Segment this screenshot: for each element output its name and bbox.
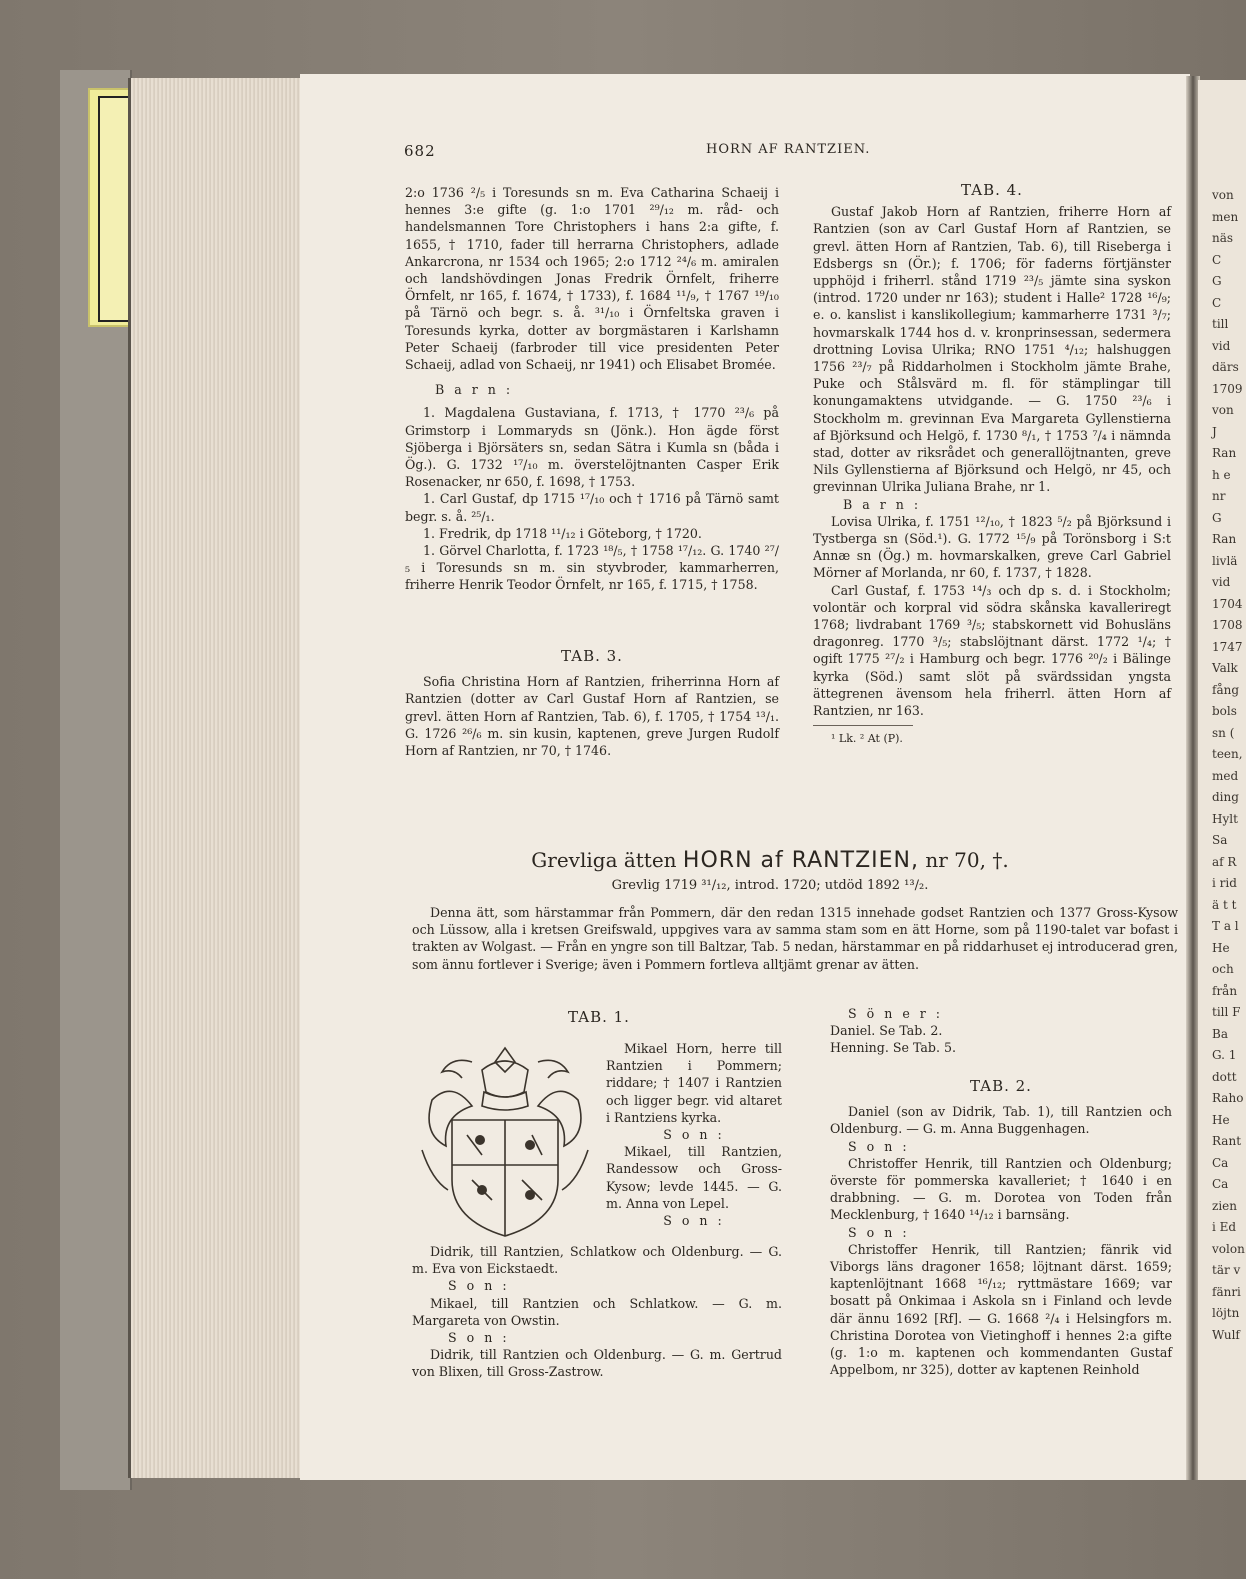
title-prefix: Grevliga ätten [531,848,677,872]
right-page-text-fragment: G [1212,510,1222,525]
son-label: S o n : [848,1224,910,1240]
right-page-text-fragment: Sa [1212,833,1228,847]
right-page-text-fragment: Ca [1212,1155,1229,1170]
tab1-soner [830,1005,1170,1057]
coat-of-arms-image [412,1040,598,1240]
right-page-fragment [1198,80,1246,1480]
henning-ref: Henning. Se Tab. 5. [830,1040,956,1056]
right-page-text-fragment: Raho [1212,1091,1244,1105]
child-entry: 1. Carl Gustaf, dp 1715 ¹⁷/₁₀ och † 1716 på Tärnö samt begr. s. å. ²⁵/₁. [405,491,779,524]
right-page-text-fragment: G. 1 [1212,1048,1237,1062]
didrik-entry: Didrik, till Rantzien, Schlatkow och Oldenburg. — G. m. Eva von Eickstaedt. [412,1244,782,1277]
left-column-top [405,184,779,594]
footnote-rule [813,725,913,726]
right-page-text-fragment: i Ed [1212,1220,1237,1234]
tab1-heading: TAB. 1. [568,1008,630,1026]
page-number: 682 [404,142,436,160]
tab2-daniel: Daniel (son av Didrik, Tab. 1), till Rantzien och Oldenburg. — G. m. Anna Buggenhagen. [830,1104,1172,1137]
right-page-text-fragment: sn ( [1212,725,1235,740]
right-page-text-fragment: löjtn [1212,1306,1240,1320]
right-page-text-fragment: He [1212,940,1230,955]
child-entry: 1. Fredrik, dp 1718 ¹¹/₁₂ i Göteborg, † 1720. [423,525,702,541]
right-page-text-fragment: bols [1212,704,1237,718]
section-intro [412,904,1178,973]
tab1-mikael [606,1040,782,1229]
right-page-text-fragment: teen, [1212,747,1243,761]
right-page-text-fragment: 1747 [1212,639,1243,654]
right-page-text-fragment: Wulf [1212,1327,1240,1342]
tab4-heading: TAB. 4. [961,181,1023,199]
right-page-text-fragment: h e [1212,467,1231,482]
family-name: HORN af RANTZIEN, [682,848,919,873]
child-entry: 1. Magdalena Gustaviana, f. 1713, † 1770 ²³/₆ på Grimstorp i Lommaryds sn (Jönk.). Hon ägde först Sjöberga i Björsäters sn, sedan Sätra i Kumla sn (båda i Ög.). G. 1732 ¹⁷/₁₀ m. överstelöjtnanten Casper Erik Rosenacker, nr 650, f. 1698, † 1753. [405,405,779,490]
intro-text: Denna ätt, som härstammar från Pommern, där den redan 1315 innehade godset Rantzien och 1377 Gross-Kysow och Lüssow, alla i kretsen Greifswald, uppgives vara av samma stam som en ätt Horne, som på 1190-talet var bofast i trakten av Wolgast. — Från en yngre son till Baltzar, Tab. 5 nedan, härstammar en på riddarhuset ej introducerad gren, som ännu fortlever i Sverige; även i Pommern fortleva alltjämt grenar av ätten. [412,905,1179,972]
right-page-text-fragment: vid [1212,575,1231,589]
son-label: S o n : [663,1127,725,1143]
right-page-text-fragment: 1709 [1212,381,1243,396]
right-page-text-fragment: därs [1212,360,1239,374]
section-title [420,848,1120,873]
right-page-text-fragment: med [1212,768,1239,783]
right-page-text-fragment: J [1212,424,1217,439]
right-page-text-fragment: i rid [1212,876,1237,890]
right-page-text-fragment: 1708 [1212,618,1243,632]
mikael-entry: Mikael Horn, herre till Rantzien i Pommern; riddare; † 1407 i Rantzien och ligger begr. vid altaret i Rantziens kyrka. [606,1041,782,1125]
right-page-text-fragment: G [1212,274,1222,288]
right-page-text-fragment: till [1212,317,1229,331]
barn-label: B a r n : [435,382,514,398]
tab4-text: Gustaf Jakob Horn af Rantzien, friherre Horn af Rantzien (son av Carl Gustaf Horn af Rantzien, se grevl. ätten Horn af Rantzien, Tab. 6), till Riseberga i Edsbergs sn (Ör.); f. 1706; för faderns förtjänster upphöjd i friherrl. stånd 1719 ²³/₅ jämte sina syskon (introd. 1720 under nr 163); student i Halle² 1728 ¹⁶/₉; e. o. kanslist i kanslikollegium; kammarherre 1731 ³/₇; hovmarskalk 1744 hos d. v. kronprinsessan, sedermera drottning Lovisa Ulrika; RNO 1751 ⁴/₁₂; halshuggen 1756 ²³/₇ på Riddarholmen i Stockholm jämte Brahe, Puke och Stålsvärd m. fl. för stämplingar till konungamaktens utvidgande. — G. 1750 ²³/₆ i Stockholm m. grevinnan Eva Margareta Gyllenstierna af Björksund och Helgö, f. 1730 ⁸/₁, † 1753 ⁷/₄ i nämnda stad, dotter av riksrådet och generallöjtnanten, greve Nils Gyllenstierna af Björksund och Helgö, nr 45, och grevinnan Ulrika Juliana Brahe, nr 1. [813,204,1171,495]
tab3-heading: TAB. 3. [561,647,623,665]
right-page-text-fragment: fång [1212,682,1240,697]
right-page-text-fragment: Ca [1212,1177,1229,1191]
right-page-text-fragment: Valk [1212,661,1238,675]
right-page-text-fragment: från [1212,983,1238,998]
right-page-text-fragment: von [1212,188,1234,202]
footnotes: ¹ Lk. ² At (P). [831,732,903,746]
right-page-text-fragment: von [1212,403,1234,417]
right-page-text-fragment: och [1212,962,1234,976]
child-entry: Lovisa Ulrika, f. 1751 ¹²/₁₀, † 1823 ⁵/₂ på Björksund i Tystberga sn (Söd.¹). G. 1772 ¹⁵/₉ på Torönsborg i S:t Annæ sn (Ög.) m. hovmarskalken, greve Carl Gabriel Mörner af Morlanda, nr 60, f. 1737, † 1828. [813,513,1171,581]
right-page-text-fragment: nr [1212,489,1226,503]
right-page-text-fragment: T a l [1212,919,1239,933]
right-page-text-fragment: näs [1212,231,1234,245]
running-head: HORN AF RANTZIEN. [706,142,871,157]
daniel-ref: Daniel. Se Tab. 2. [830,1023,943,1039]
right-page-text-fragment: livlä [1212,553,1238,568]
soner-label: S ö n e r : [848,1006,944,1021]
tab1-lineage [412,1243,782,1381]
didrik2-entry: Didrik, till Rantzien och Oldenburg. — G. m. Gertrud von Blixen, till Gross-Zastrow. [412,1347,782,1380]
right-page-text-fragment: fänri [1212,1284,1241,1299]
paragraph: 2:o 1736 ²/₅ i Toresunds sn m. Eva Catharina Schaeij i hennes 3:e gifte (g. 1:o 1701 ²⁹/₁₂ m. råd- och handelsmannen Tore Christophers i hans 2:a gifte, f. 1655, † 1710, fader till herrarna Christophers, adlade Ankarcrona, nr 1534 och 1965; 2:o 1712 ²⁴/₆ m. amiralen och landshövdingen Jonas Fredrik Örnfelt, friherre Örnfelt, nr 165, f. 1674, † 1733), f. 1684 ¹¹/₉, † 1767 ¹⁹/₁₀ på Tärnö och begr. s. å. ³¹/₁₀ i Örnfeltska graven i Toresunds kyrka, dotter av borgmästaren i Karlshamn Peter Schaeij (farbroder till vice presidenten Peter Schaeij, adlad von Schaeij, nr 1941) och Elisabet Bromée. [405,185,779,373]
mikael3-entry: Mikael, till Rantzien och Schlatkow. — G. m. Margareta von Owstin. [412,1295,782,1328]
right-page-text-fragment: tär v [1212,1263,1241,1277]
section-subtitle: Grevlig 1719 ³¹/₁₂, introd. 1720; utdöd 1892 ¹³/₂. [611,878,929,893]
title-suffix: nr 70, †. [925,848,1009,872]
right-page-text-fragment: C [1212,295,1222,310]
right-page-text-fragment: volon [1212,1241,1245,1256]
tab3-block [405,648,779,759]
tab2-christoffer2: Christoffer Henrik, till Rantzien; fänrik vid Viborgs läns dragoner 1658; löjtnant därst. 1659; kaptenlöjtnant 1668 ¹⁶/₁₂; ryttmästare 1669; var bosatt på Onkimaa i Askola sn i Finland och levde där ännu 1692 [Rf]. — G. 1668 ²/₄ i Helsingfors m. Christina Dorotea von Vietinghoff i hennes 2:a gifte (g. 1:o m. kaptenen och kommendanten Gustaf Appelbom, nr 325), dotter av kaptenen Reinhold [830,1241,1172,1378]
barn-label: B a r n : [843,496,922,512]
right-page-text-fragment: C [1212,252,1222,267]
right-page-text-fragment: vid [1212,338,1231,353]
tab4-block [813,182,1171,748]
tab3-text: Sofia Christina Horn af Rantzien, friherrinna Horn af Rantzien (dotter av Carl Gustaf Horn af Rantzien, se grevl. ätten Horn af Rantzien, Tab. 6), f. 1705, † 1754 ¹³/₁. G. 1726 ²⁶/₆ m. sin kusin, kaptenen, greve Jurgen Rudolf Horn af Rantzien, nr 70, † 1746. [405,674,779,759]
son-label: S o n : [663,1213,725,1229]
right-page-text-fragment: Rant [1212,1134,1242,1148]
right-page-text-fragment: men [1212,209,1239,224]
right-page-text-fragment: ä t t [1212,897,1237,912]
tab2-block [830,1078,1172,1378]
son-label: S o n : [448,1278,510,1294]
right-page-text-fragment: Ran [1212,532,1237,546]
right-page-text-fragment: Ba [1212,1026,1228,1041]
child-entry: 1. Görvel Charlotta, f. 1723 ¹⁸/₅, † 1758 ¹⁷/₁₂. G. 1740 ²⁷/₅ i Toresunds sn m. sin styvbroder, kammarherren, friherre Henrik Teodor Örnfelt, nr 165, f. 1715, † 1758. [405,543,779,593]
page-edges [128,78,303,1478]
right-page-text-fragment: af R [1212,854,1237,869]
right-page-text-fragment: He [1212,1112,1230,1127]
right-page-text-fragment: till F [1212,1005,1241,1019]
right-page-text-fragment: Ran [1212,446,1237,460]
child-entry: Carl Gustaf, f. 1753 ¹⁴/₃ och dp s. d. i Stockholm; volontär och korpral vid södra skånska kavalleriregt 1768; livdrabant 1769 ³/₅; stabskornett vid Bohusläns dragonreg. 1770 ³/₅; stabslöjtnant därst. 1772 ¹/₄; † ogift 1775 ²⁷/₂ i Hamburg och begr. 1776 ²⁰/₂ i Bälinge kyrka (Söd.) samt slöt på svärdssidan yngsta ättegrenen ävensom hela friherrl. ätten Horn af Rantzien, nr 163. [813,582,1171,719]
son-label: S o n : [448,1330,510,1346]
right-page-text-fragment: Hylt [1212,811,1238,826]
right-page-text-fragment: zien [1212,1198,1237,1213]
right-page-text-fragment: 1704 [1212,596,1243,611]
son-label: S o n : [848,1138,910,1154]
tab2-heading: TAB. 2. [970,1077,1032,1095]
right-page-text-fragment: ding [1212,790,1239,804]
right-page-text-fragment: dott [1212,1069,1237,1084]
mikael2-entry: Mikael, till Rantzien, Randessow och Gross-Kysow; levde 1445. — G. m. Anna von Lepel. [606,1144,782,1211]
tab2-christoffer1: Christoffer Henrik, till Rantzien och Oldenburg; överste för pommerska kavalleriet; † 1640 i en drabbning. — G. m. Dorotea von Toden från Mecklenburg, † 1640 ¹⁴/₁₂ i barnsäng. [830,1155,1172,1223]
